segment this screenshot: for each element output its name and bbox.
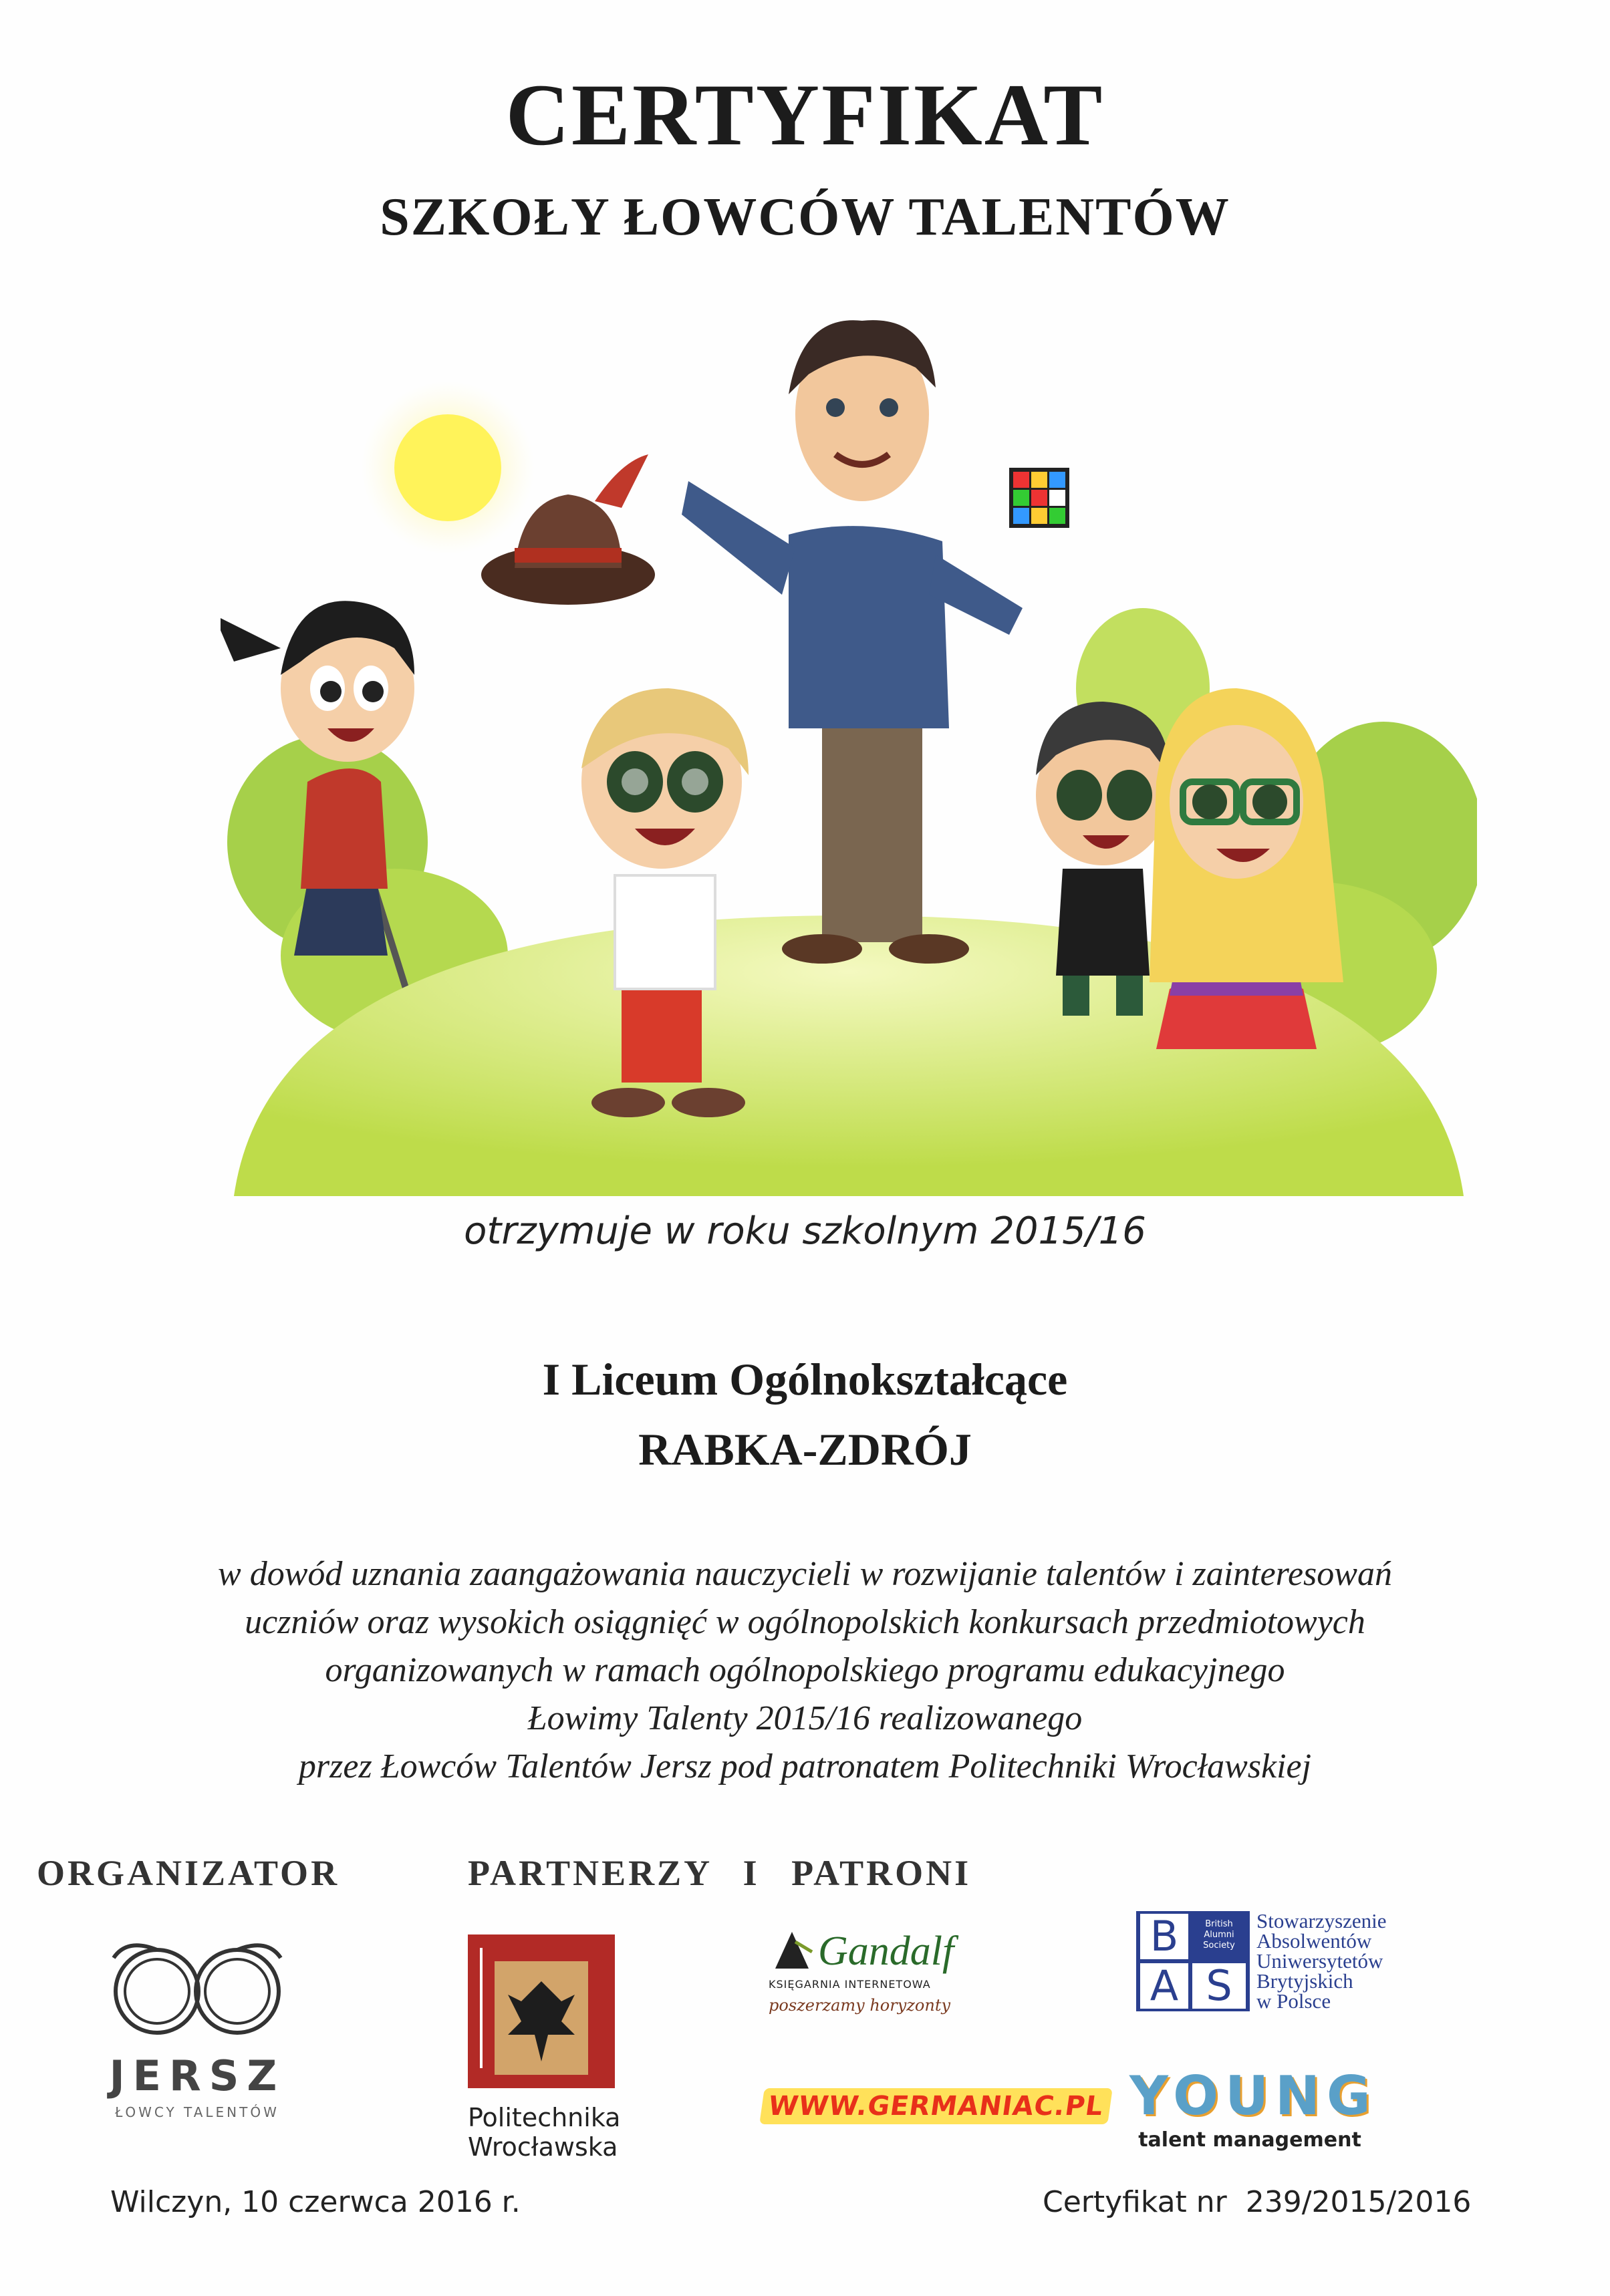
eagle-crest-icon — [468, 1934, 615, 2088]
young-logo — [1129, 2065, 1377, 2152]
bas-letter-s: S — [1192, 1963, 1246, 2009]
school-name: I Liceum Ogólnokształcące — [542, 1354, 1068, 1405]
bas-small-text: British Alumni Society — [1203, 1919, 1235, 1951]
rubik-cube-icon — [1009, 468, 1069, 528]
bas-line: w Polsce — [1256, 1989, 1331, 2013]
place-date: Wilczyn, 10 czerwca 2016 r. — [110, 2185, 521, 2219]
organizer-label: ORGANIZATOR — [37, 1853, 340, 1893]
body-line: organizowanych w ramach ogólnopolskiego programu edukacyjnego — [325, 1651, 1285, 1689]
certificate-body — [0, 1550, 1610, 1791]
certificate-number: Certyfikat nr 239/2015/2016 — [1043, 2185, 1472, 2219]
jersz-logo — [87, 1931, 307, 2132]
school-year-line: otrzymuje w roku szkolnym 2015/16 — [464, 1209, 1146, 1253]
bas-line: Stowarzyszenie — [1256, 1909, 1387, 1932]
young-name: YOUNG — [1129, 2065, 1377, 2127]
bas-description — [1256, 1911, 1387, 2011]
teacher-figure — [682, 320, 1023, 964]
bas-line: Absolwentów — [1256, 1929, 1372, 1953]
body-line: uczniów oraz wysokich osiągnięć w ogólnopolskich konkursach przedmiotowych — [245, 1603, 1365, 1641]
jersz-tagline: ŁOWCY TALENTÓW — [115, 2104, 279, 2120]
young-tagline: talent management — [1138, 2128, 1361, 2152]
certificate-title: CERTYFIKAT — [505, 65, 1105, 164]
bas-line: Brytyjskich — [1256, 1969, 1353, 1993]
owl-eyes-icon — [87, 1931, 307, 2045]
sun-icon — [361, 381, 535, 555]
politechnika-line1: Politechnika — [468, 2103, 621, 2132]
bas-logo — [1136, 1911, 1484, 2018]
gandalf-tagline: KSIĘGARNIA INTERNETOWA — [769, 1978, 931, 1991]
bas-letter-b: B — [1140, 1914, 1188, 1959]
partners-label: PARTNERZY I PATRONI — [468, 1853, 972, 1893]
certificate-subtitle: SZKOŁY ŁOWCÓW TALENTÓW — [380, 188, 1230, 247]
school-city: RABKA-ZDRÓJ — [638, 1424, 972, 1475]
gandalf-name: Gandalf — [818, 1928, 954, 1974]
politechnika-line2: Wrocławska — [468, 2132, 618, 2162]
wizard-icon — [769, 1928, 815, 1975]
body-line: przez Łowców Talentów Jersz pod patronatem Politechniki Wrocławskiej — [298, 1747, 1312, 1785]
bas-badge — [1136, 1911, 1250, 2011]
jersz-name: JERSZ — [109, 2051, 285, 2100]
bas-line: Uniwersytetów — [1256, 1949, 1383, 1973]
bas-letter-a: A — [1140, 1963, 1188, 2009]
body-line: w dowód uznania zaangażowania nauczycieli w rozwijanie talentów i zainteresowań — [218, 1555, 1392, 1593]
germaniac-logo: WWW.GERMANIAC.PL — [759, 2088, 1112, 2124]
children-illustration — [221, 314, 1477, 1196]
gandalf-logo — [769, 1928, 1009, 2015]
politechnika-logo — [468, 1934, 642, 2162]
body-line: Łowimy Talenty 2015/16 realizowanego — [527, 1699, 1083, 1737]
gandalf-slogan: poszerzamy horyzonty — [769, 1996, 951, 2015]
